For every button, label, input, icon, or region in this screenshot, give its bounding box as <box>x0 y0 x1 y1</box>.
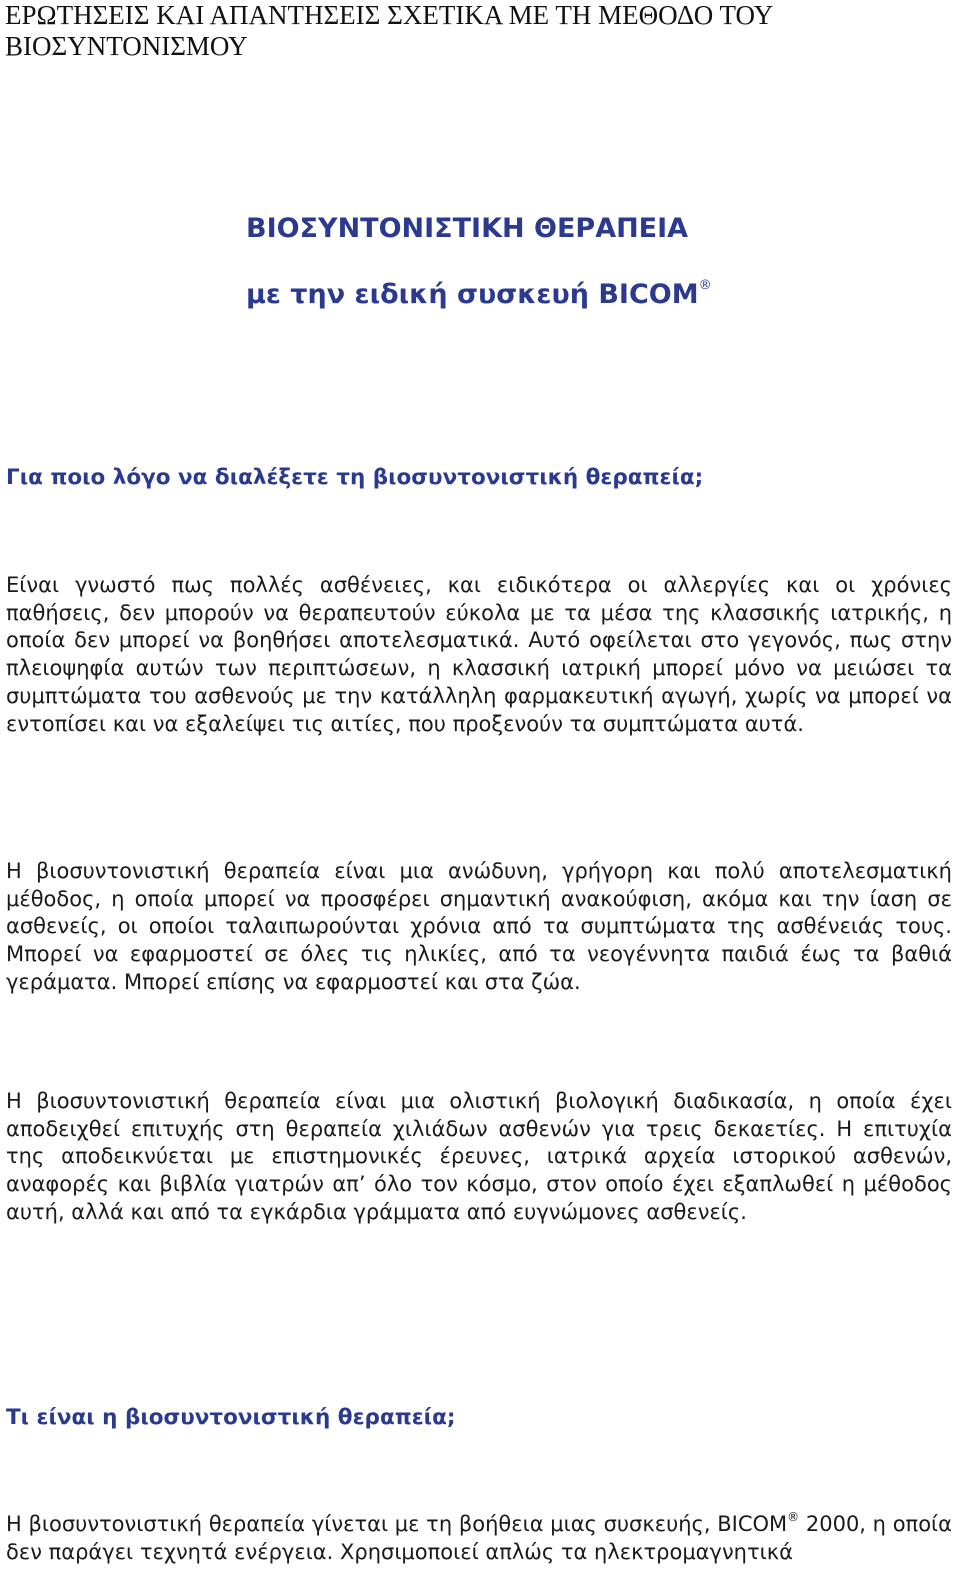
section-heading-what-is: Τι είναι η βιοσυντονιστική θεραπεία; <box>6 1405 456 1430</box>
document-header: ΕΡΩΤΗΣΕΙΣ ΚΑΙ ΑΠΑΝΤΗΣΕΙΣ ΣΧΕΤΙΚΑ ΜΕ ΤΗ ΜΕΘΟΔΟ ΤΟΥ ΒΙΟΣΥΝΤΟΝΙΣΜΟΥ <box>5 0 773 61</box>
main-title-text: ΒΙΟΣΥΝΤΟΝΙΣΤΙΚΗ ΘΕΡΑΠΕΙΑ <box>246 213 689 244</box>
device-text-start: Η βιοσυντονιστική θεραπεία γίνεται με τη βοήθεια μιας συσκευής, BICOM <box>6 1512 788 1536</box>
registered-trademark-mark: ® <box>787 1510 800 1524</box>
main-title <box>246 213 688 244</box>
subtitle-text: με την ειδική συσκευή BICOM <box>246 279 699 310</box>
paragraph-painless-method: Η βιοσυντονιστική θεραπεία είναι μια ανώδυνη, γρήγορη και πολύ αποτελεσματική μέθοδος, η οποία μπορεί να προσφέρει σημαντική ανακούφιση, ακόμα και την ίαση σε ασθενείς, οι οποίοι ταλαιπωρούνται χρόνια από τα συμπτώματα της ασθένειάς τους. Μπορεί να εφαρμοστεί σε όλες τις ηλικίες, από τα νεογέννητα παιδιά έως τα βαθιά γεράματα. Μπορεί επίσης να εφαρμοστεί και στα ζώα. <box>6 859 952 994</box>
section-heading-why-choose: Για ποιο λόγο να διαλέξετε τη βιοσυντονιστική θεραπεία; <box>6 465 704 490</box>
device-text-end: 2000, η οποία δεν παράγει τεχνητά ενέργεια. Χρησιμοποιεί απλώς τα ηλεκτρομαγνητικά <box>6 1512 952 1564</box>
paragraph-holistic-process: Η βιοσυντονιστική θεραπεία είναι μια ολιστική βιολογική διαδικασία, η οποία έχει αποδειχθεί επιτυχής στη θεραπεία χιλιάδων ασθενών για τρεις δεκαετίες. Η επιτυχία της αποδεικνύεται με επιστημονικές έρευνες, ιατρικά αρχεία ιστορικού ασθενών, αναφορές και βιβλία γιατρών απ’ όλο τον κόσμο, στον οποίο έχει εξαπλωθεί η μέθοδος αυτή, αλλά και από τα εγκάρδια γράμματα από ευγνώμονες ασθενείς. <box>6 1089 952 1224</box>
paragraph-intro: Είναι γνωστό πως πολλές ασθένειες, και ειδικότερα οι αλλεργίες και οι χρόνιες παθήσεις, δεν μπορούν να θεραπευτούν εύκολα με τα μέσα της κλασσικής ιατρικής, η οποία δεν μπορεί να βοηθήσει αποτελεσματικά. Αυτό οφείλεται στο γεγονός, πως στην πλειοψηφία αυτών των περιπτώσεων, η κλασσική ιατρική μπορεί μόνο να μειώσει τα συμπτώματα του ασθενούς με την κατάλληλη φαρμακευτική αγωγή, χωρίς να μπορεί να εντοπίσει και να εξαλείψει τις αιτίες, που προξενούν τα συμπτώματα αυτά. <box>6 573 952 736</box>
paragraph-device-description <box>6 1511 952 1566</box>
subtitle <box>246 279 712 310</box>
registered-trademark-mark: ® <box>698 278 712 293</box>
